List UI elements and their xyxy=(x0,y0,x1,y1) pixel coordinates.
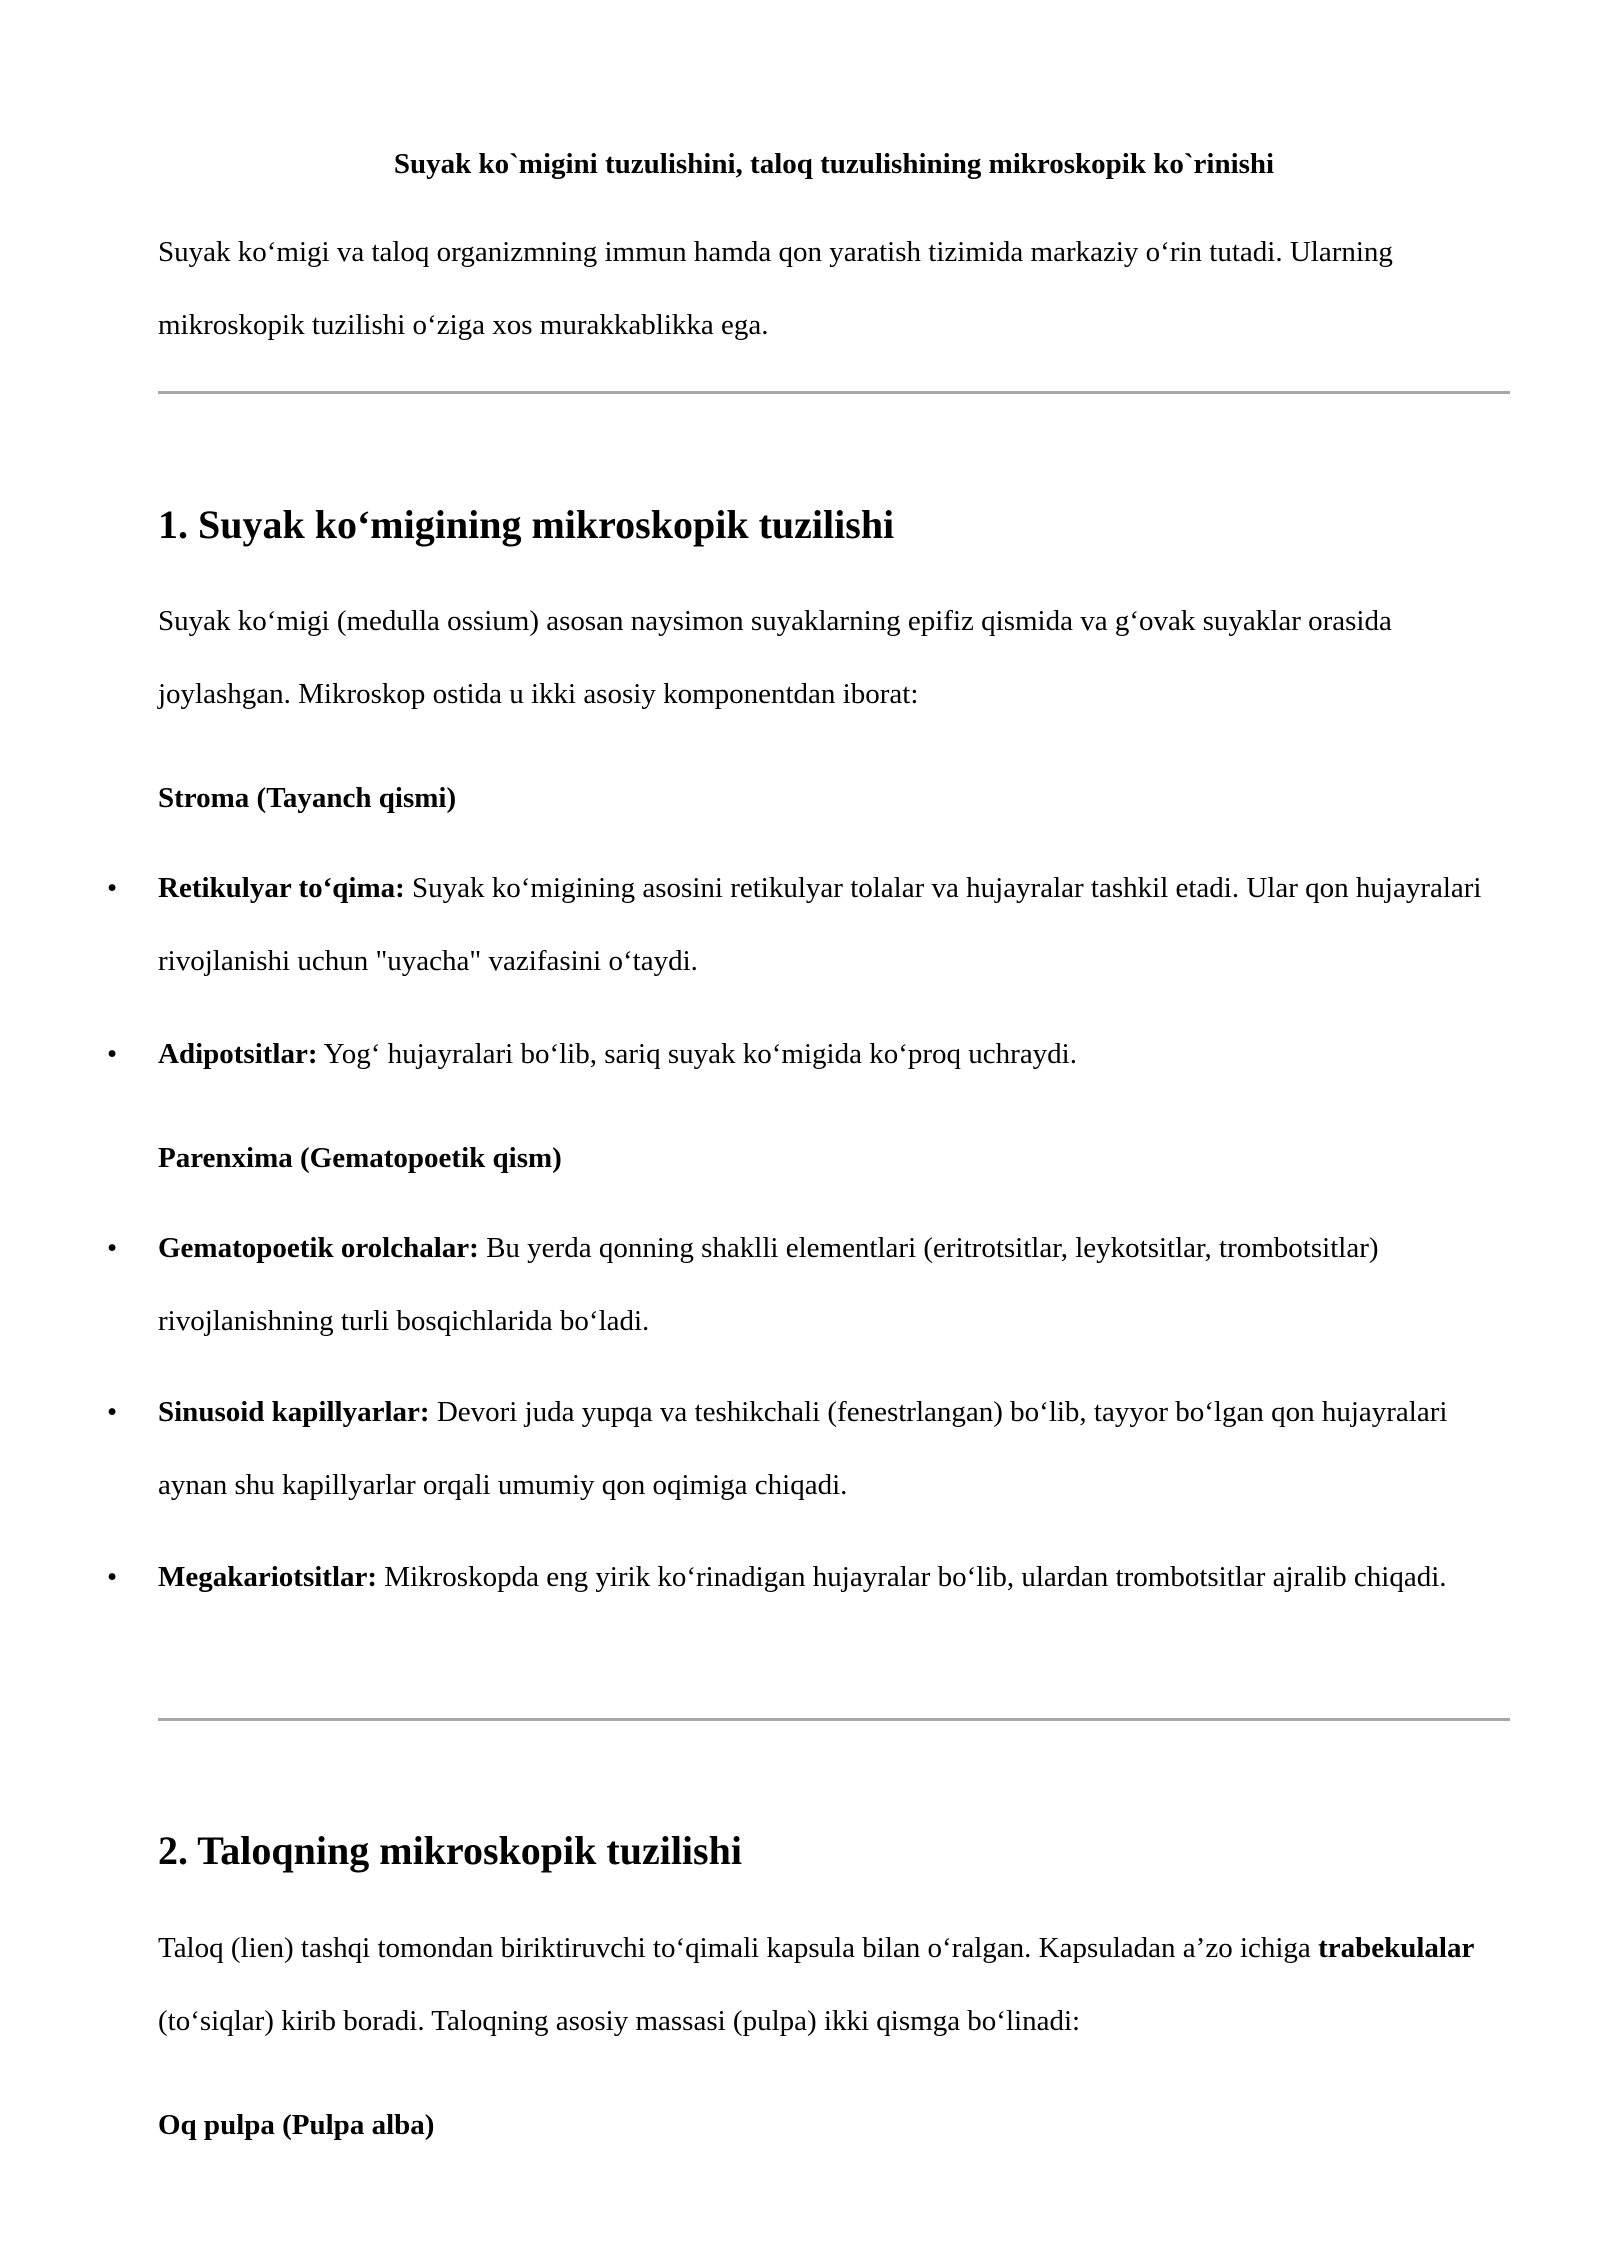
bullet-icon: • xyxy=(107,1232,118,1264)
list-item-term: Retikulyar to‘qima: xyxy=(158,872,405,904)
section1-paragraph: Suyak ko‘migi (medulla ossium) asosan naysimon suyaklarning epifiz qismida va g‘ovak suyaklar orasida joylashgan. Mikroskop ostida u ikki asosiy komponentdan iborat: xyxy=(158,605,1392,710)
section2-paragraph-bold: trabekulalar xyxy=(1318,1932,1475,1964)
horizontal-divider xyxy=(158,391,1510,394)
stroma-heading: Stroma (Tayanch qismi) xyxy=(158,782,457,814)
list-item xyxy=(107,1018,1510,1091)
list-item xyxy=(107,1541,1510,1614)
bullet-icon: • xyxy=(107,1396,118,1428)
intro-paragraph: Suyak ko‘migi va taloq organizmning immun hamda qon yaratish tizimida markaziy o‘rin tutadi. Ularning mikroskopik tuzilishi o‘ziga xos murakkablikka ega. xyxy=(158,236,1393,341)
bullet-icon: • xyxy=(107,872,118,904)
section2-paragraph-end: (to‘siqlar) kirib boradi. Taloqning asosiy massasi (pulpa) ikki qismga bo‘linadi: xyxy=(158,2005,1081,2037)
list-item-term: Adipotsitlar: xyxy=(158,1038,318,1070)
list-item xyxy=(107,1376,1510,1522)
section2-paragraph-start: Taloq (lien) tashqi tomondan biriktiruvchi to‘qimali kapsula bilan o‘ralgan. Kapsuladan a’zo ichiga xyxy=(158,1932,1319,1964)
document-title: Suyak ko`migini tuzulishini, taloq tuzulishining mikroskopik ko`rinishi xyxy=(393,148,1275,180)
list-item-term: Gematopoetik orolchalar: xyxy=(158,1232,479,1264)
bullet-icon: • xyxy=(107,1038,118,1070)
list-item xyxy=(107,1212,1510,1358)
list-item-term: Megakariotsitlar: xyxy=(158,1561,378,1593)
list-item-text: Devori juda yupqa va teshikchali (fenestrlangan) bo‘lib, tayyor bo‘lgan qon hujayralari aynan shu kapillyarlar orqali umumiy qon oqimiga chiqadi. xyxy=(158,1396,1448,1501)
list-item-text: Bu yerda qonning shaklli elementlari (eritrotsitlar, leykotsitlar, trombotsitlar) rivojlanishning turli bosqichlarida bo‘ladi. xyxy=(158,1232,1379,1337)
list-item-text: Yog‘ hujayralari bo‘lib, sariq suyak ko‘migida ko‘proq uchraydi. xyxy=(317,1038,1077,1070)
horizontal-divider xyxy=(158,1718,1510,1721)
parenchyma-heading: Parenxima (Gematopoetik qism) xyxy=(158,1142,562,1174)
section1-heading: 1. Suyak ko‘migining mikroskopik tuzilishi xyxy=(158,502,895,547)
section2-heading: 2. Taloqning mikroskopik tuzilishi xyxy=(158,1828,742,1873)
list-item xyxy=(107,852,1510,998)
white-pulp-heading: Oq pulpa (Pulpa alba) xyxy=(158,2109,435,2141)
section2-paragraph xyxy=(158,1912,1510,2058)
list-item-term: Sinusoid kapillyarlar: xyxy=(158,1396,430,1428)
list-item-text: Suyak ko‘migining asosini retikulyar tolalar va hujayralar tashkil etadi. Ular qon hujayralari rivojlanishi uchun "uyacha" vazifasini o‘taydi. xyxy=(158,872,1482,977)
list-item-text: Mikroskopda eng yirik ko‘rinadigan hujayralar bo‘lib, ulardan trombotsitlar ajralib chiqadi. xyxy=(377,1561,1447,1593)
bullet-icon: • xyxy=(107,1561,118,1593)
